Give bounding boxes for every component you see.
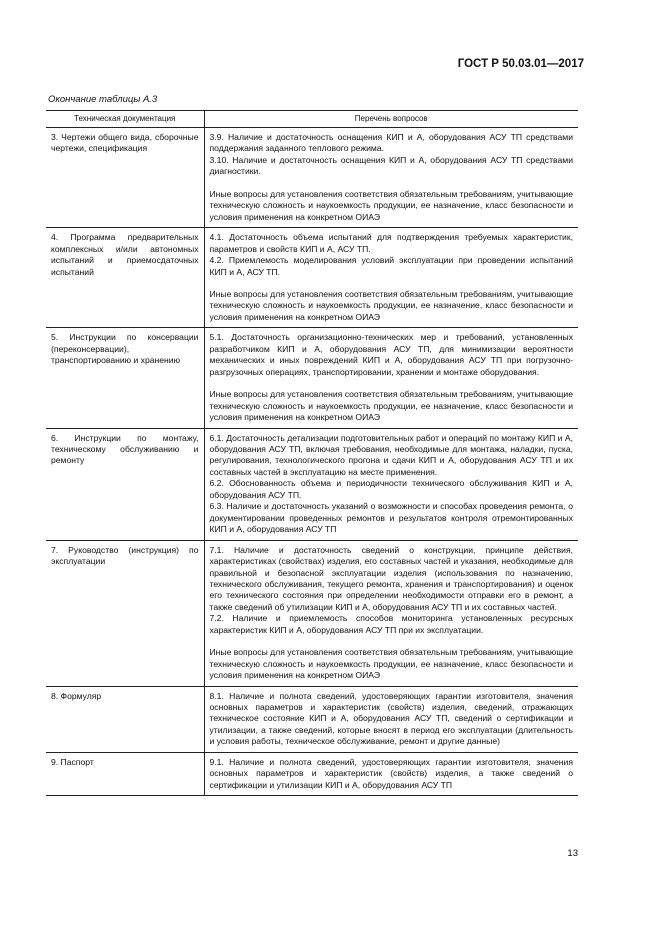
questions-cell	[204, 328, 578, 428]
table-caption: Окончание таблицы А.3	[48, 94, 158, 105]
question-paragraph: 9.1. Наличие и полнота сведений, удостоверяющих гарантии изготовителя, значения основных параметров и характеристик (свойств) изделия, а также сведений о сертификации и утилизации КИП и А, оборудования АСУ ТП	[209, 756, 573, 790]
question-paragraph: Иные вопросы для установления соответствия обязательным требованиям, учитывающие техническую сложность и наукоемкость продукции, ее назначение, класс безопасности и условия применения на конкретном ОИАЭ	[209, 288, 573, 322]
question-paragraph: 8.1. Наличие и полнота сведений, удостоверяющих гарантии изготовителя, значения основных параметров и характеристик (свойств) изделия, сведений, отражающих техническое состояние КИП и А, оборудования АСУ ТП, сведений о сертификации и утилизации, а также сведений, которые вносят в период его эксплуатации (длительность и условия работы, техническое обслуживание, ремонт и другие данные)	[209, 690, 573, 747]
documentation-cell: 4. Программа предварительных комплексных и/или автономных испытаний и приемосдаточных испытаний	[46, 228, 204, 328]
question-paragraph: 3.9. Наличие и достаточность оснащения КИП и А, оборудования АСУ ТП средствами поддержания заданного теплового режима.	[209, 132, 573, 154]
column-header-questions: Перечень вопросов	[204, 111, 578, 128]
question-paragraph: 4.2. Приемлемость моделирования условий эксплуатации при проведении испытаний КИП и А, АСУ ТП.	[209, 255, 573, 277]
questions-cell	[204, 228, 578, 328]
questions-cell	[204, 752, 578, 795]
questions-cell	[204, 540, 578, 686]
question-paragraph: 7.1. Наличие и достаточность сведений о конструкции, принципе действия, характеристиках (свойствах) изделия, его составных частей и указания, необходимые для правильной и безопасной эксплуатации изделия (использования по назначению, технического обслуживания, текущего ремонта, хранения и транспортирования) и оценок его технического состояния при определении необходимости отправки его в ремонт, а также сведений об утилизации КИП и А, оборудования АСУ ТП и их составных частей.	[209, 544, 573, 612]
requirements-table	[46, 110, 578, 796]
table-row	[46, 686, 578, 752]
table-header-row	[46, 111, 578, 128]
documentation-cell: 8. Формуляр	[46, 686, 204, 752]
question-paragraph: 5.1. Достаточность организационно-технических мер и требований, установленных разработчиком КИП и А, оборудования АСУ ТП, для минимизации вероятности механических и иных повреждений КИП и А, оборудования АСУ ТП при погрузочно-разгрузочных операциях, транспортировании, хранении и монтаже оборудования.	[209, 332, 573, 377]
questions-cell	[204, 428, 578, 540]
table-row	[46, 328, 578, 428]
table-row	[46, 428, 578, 540]
documentation-cell: 5. Инструкции по консервации (переконсервации), транспортированию и хранению	[46, 328, 204, 428]
column-header-documentation: Техническая документация	[46, 111, 204, 128]
question-paragraph: 3.10. Наличие и достаточность оснащения КИП и А, оборудования АСУ ТП средствами диагностики.	[209, 154, 573, 177]
question-paragraph: Иные вопросы для установления соответствия обязательным требованиям, учитывающие техническую сложность и наукоемкость продукции, ее назначение, класс безопасности и условия применения на конкретном ОИАЭ	[209, 389, 573, 423]
questions-cell	[204, 128, 578, 228]
table-row	[46, 228, 578, 328]
table-row	[46, 540, 578, 686]
documentation-cell: 9. Паспорт	[46, 752, 204, 795]
standard-code: ГОСТ Р 50.03.01—2017	[457, 58, 584, 70]
table-row	[46, 752, 578, 795]
question-paragraph: 6.3. Наличие и достаточность указаний о возможности и способах проведения ремонта, о документировании проведенных ремонтов и результатов контроля отремонтированных КИП и А, оборудования АСУ ТП	[209, 501, 573, 535]
table-body	[46, 128, 578, 796]
question-paragraph: 4.1. Достаточность объема испытаний для подтверждения требуемых характеристик, параметров и свойств КИП и А, АСУ ТП.	[209, 232, 573, 254]
questions-cell	[204, 686, 578, 752]
question-paragraph: Иные вопросы для установления соответствия обязательным требованиям, учитывающие техническую сложность и наукоемкость продукции, ее назначение, класс безопасности и условия применения на конкретном ОИАЭ	[209, 647, 573, 681]
question-paragraph: 6.1. Достаточность детализации подготовительных работ и операций по монтажу КИП и А, оборудования АСУ ТП, включая требования, необходимые для монтажа, наладки, пуска, регулирования, технологического прогона и сдачи КИП и А, оборудования АСУ ТП и их составных частей в эксплуатацию на месте применения.	[209, 432, 573, 477]
documentation-cell: 7. Руководство (инструкция) по эксплуатации	[46, 540, 204, 686]
question-paragraph: Иные вопросы для установления соответствия обязательным требованиям, учитывающие техническую сложность и наукоемкость продукции, ее назначение, класс безопасности и условия применения на конкретном ОИАЭ	[209, 188, 573, 222]
question-paragraph: 7.2. Наличие и приемлемость способов мониторинга установленных ресурсных характеристик КИП и А, оборудования АСУ ТП при их эксплуатации.	[209, 613, 573, 635]
page-number: 13	[567, 848, 578, 859]
documentation-cell: 3. Чертежи общего вида, сборочные чертежи, спецификация	[46, 128, 204, 228]
table-row	[46, 128, 578, 228]
documentation-cell: 6. Инструкции по монтажу, техническому обслуживанию и ремонту	[46, 428, 204, 540]
question-paragraph: 6.2. Обоснованность объема и периодичности технического обслуживания КИП и А, оборудования АСУ ТП.	[209, 478, 573, 500]
